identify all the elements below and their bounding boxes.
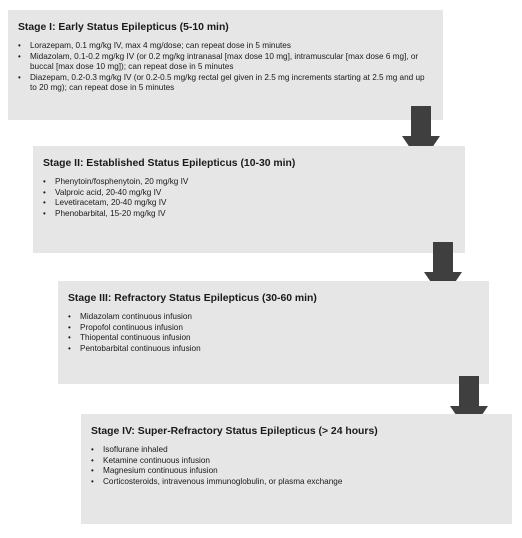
stage-3-title: Stage III: Refractory Status Epilepticus (30-60 min) xyxy=(68,293,317,304)
stage-2-item: • Levetiracetam, 20-40 mg/kg IV xyxy=(43,198,455,209)
stage-4-title: Stage IV: Super-Refractory Status Epilepticus (> 24 hours) xyxy=(91,426,378,437)
stage-4-list xyxy=(91,445,502,487)
stage-3-item: • Midazolam continuous infusion xyxy=(68,312,479,323)
stage-3-item: • Propofol continuous infusion xyxy=(68,323,479,334)
stage-2-box xyxy=(33,146,465,253)
stage-4-item: • Corticosteroids, intravenous immunoglobulin, or plasma exchange xyxy=(91,477,502,488)
stage-2-item: • Valproic acid, 20-40 mg/kg IV xyxy=(43,188,455,199)
stage-3-list xyxy=(68,312,479,354)
stage-4-item: • Magnesium continuous infusion xyxy=(91,466,502,477)
stage-2-item: • Phenobarbital, 15-20 mg/kg IV xyxy=(43,209,455,220)
stage-1-box xyxy=(8,10,443,120)
stage-3-item: • Pentobarbital continuous infusion xyxy=(68,344,479,355)
stage-2-title: Stage II: Established Status Epilepticus (10-30 min) xyxy=(43,158,296,169)
stage-1-item xyxy=(18,52,433,73)
stage-1-item: • Lorazepam, 0.1 mg/kg IV, max 4 mg/dose; can repeat dose in 5 minutes xyxy=(18,41,433,52)
stage-4-item: • Ketamine continuous infusion xyxy=(91,456,502,467)
stage-1-item-text: Diazepam, 0.2-0.3 mg/kg IV (or 0.2-0.5 mg/kg rectal gel given in 2.5 mg increments starting at 2.5 mg and up to 20 mg); can repeat dose in 5 minutes xyxy=(30,72,425,93)
stage-3-box xyxy=(58,281,489,384)
stage-4-box xyxy=(81,414,512,524)
stage-1-title: Stage I: Early Status Epilepticus (5-10 min) xyxy=(18,22,229,33)
stage-1-item xyxy=(18,73,433,94)
stage-1-list xyxy=(18,41,433,94)
stage-1-item-text: Midazolam, 0.1-0.2 mg/kg IV (or 0.2 mg/kg intranasal [max dose 10 mg], intramuscular [max dose 6 mg], or buccal [max dose 10 mg]); can repeat dose in 5 minutes xyxy=(30,51,419,72)
stage-2-list xyxy=(43,177,455,219)
stage-4-item: • Isoflurane inhaled xyxy=(91,445,502,456)
stage-2-item: • Phenytoin/fosphenytoin, 20 mg/kg IV xyxy=(43,177,455,188)
stage-3-item: • Thiopental continuous infusion xyxy=(68,333,479,344)
